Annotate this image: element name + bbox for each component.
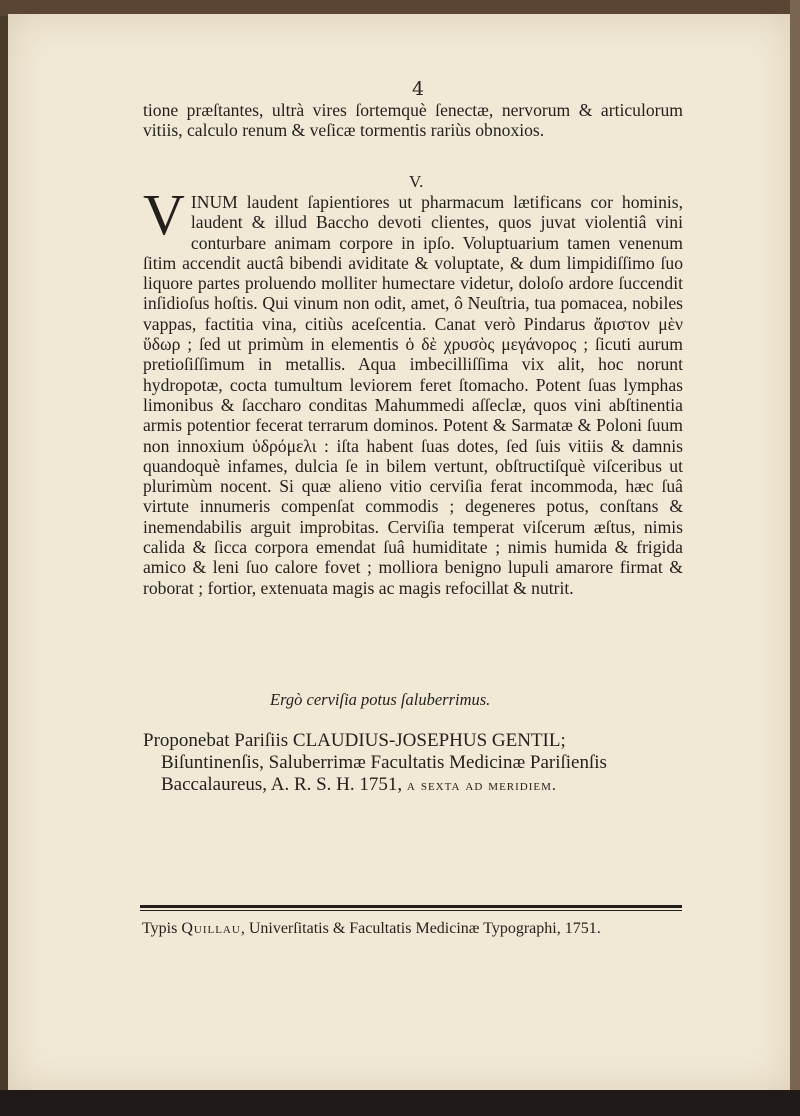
imprint-suffix: , Univerſitatis & Facultatis Medicinæ Typographi, 1751. — [240, 920, 601, 937]
proponebat-line-1 — [143, 730, 683, 752]
imprint-rule-thin — [140, 910, 682, 911]
page-number: 4 — [412, 78, 425, 100]
conclusion-line: Ergò cerviſia potus ſaluberrimus. — [270, 690, 491, 709]
imprint-rule-thick — [140, 905, 682, 908]
printer-name: Quillau — [181, 920, 241, 937]
drop-cap: V — [143, 182, 185, 247]
intro-text: tione præſtantes, ultrà vires ſortemquè ſenectæ, nervorum & articulorum vitiis, calculo renum & veſicæ tormentis rariùs obnoxios. — [143, 100, 683, 141]
author-name: CLAUDIUS-JOSEPHUS GENTIL; — [292, 730, 566, 751]
imprint-line — [142, 920, 601, 938]
intro-paragraph — [143, 100, 683, 141]
section-number: V. — [409, 172, 424, 191]
proponebat-block — [143, 730, 683, 797]
proponebat-date: Baccalaureus, A. R. S. H. 1751, — [161, 774, 407, 795]
proponebat-line-2: Biſuntinenſis, Saluberrimæ Facultatis Medicinæ Pariſienſis — [161, 752, 607, 773]
imprint-prefix: Typis — [142, 920, 182, 937]
main-paragraph — [143, 182, 683, 598]
proponebat-intro: Proponebat Pariſiis — [143, 730, 293, 751]
book-edge-bottom — [0, 1090, 800, 1116]
main-text: INUM laudent ſapientiores ut pharmacum lætificans cor hominis, laudent & illud Baccho devoti clientes, quos juvat violentiâ vini conturbare animam corpore in ipſo. Voluptuarium tamen venenum ſitim accendit auctâ bibendi aviditate & voluptate, & dum limpidiſſimo ſuo liquore partes proluendo molliter humectare videtur, doloſo ardore ſuccendit inſidioſus hoſtis. Qui vinum non odit, amet, ô Neuſtria, tua pomacea, nobiles vappas, factitia vina, citiùs aceſcentia. Canat verò Pindarus ἄριστον μὲν ὕδωρ ; ſed ut primùm in elementis ὁ δὲ χρυσὸς μεγάνορος ; ſicuti aurum pretioſiſſimum in metallis. Aqua imbecilliſſima vix alit, hoc norunt hydropotæ, cocta tumultum leviorem feret ſtomacho. Potent ſuas lymphas limonibus & ſaccharo conditas Mahummedi aſſeclæ, quos vini abſtinentia armis potentior fecerat terrarum dominos. Potent & Sarmatæ & Poloni ſuum non innoxium ὑδρόμελι : iſta habent ſuas dotes, ſed ſuis vitiis & damnis quandoquè infames, dulcia ſe in bilem vertunt, obſtructiſquè viſceribus ut plurimùm nocent. Si quæ alieno vitio cerviſia ferat incommoda, hæc ſuâ virtute innumeris compenſat commodis ; degeneres potus, conſtans & inemendabilis arguit improbitas. Cerviſia temperat viſcerum æſtus, nimis calida & ſicca corpora emendat ſuâ humiditate ; nimis humida & frigida amico & leni ſuo calore fovet ; molliora benigno lupuli amarore firmat & roborat ; fortior, extenuata magis ac magis refocillat & nutrit. — [143, 192, 683, 598]
book-edge-right — [790, 0, 800, 1116]
proponebat-line-3 — [143, 774, 683, 797]
proponebat-time: a sexta ad meridiem. — [406, 777, 557, 794]
